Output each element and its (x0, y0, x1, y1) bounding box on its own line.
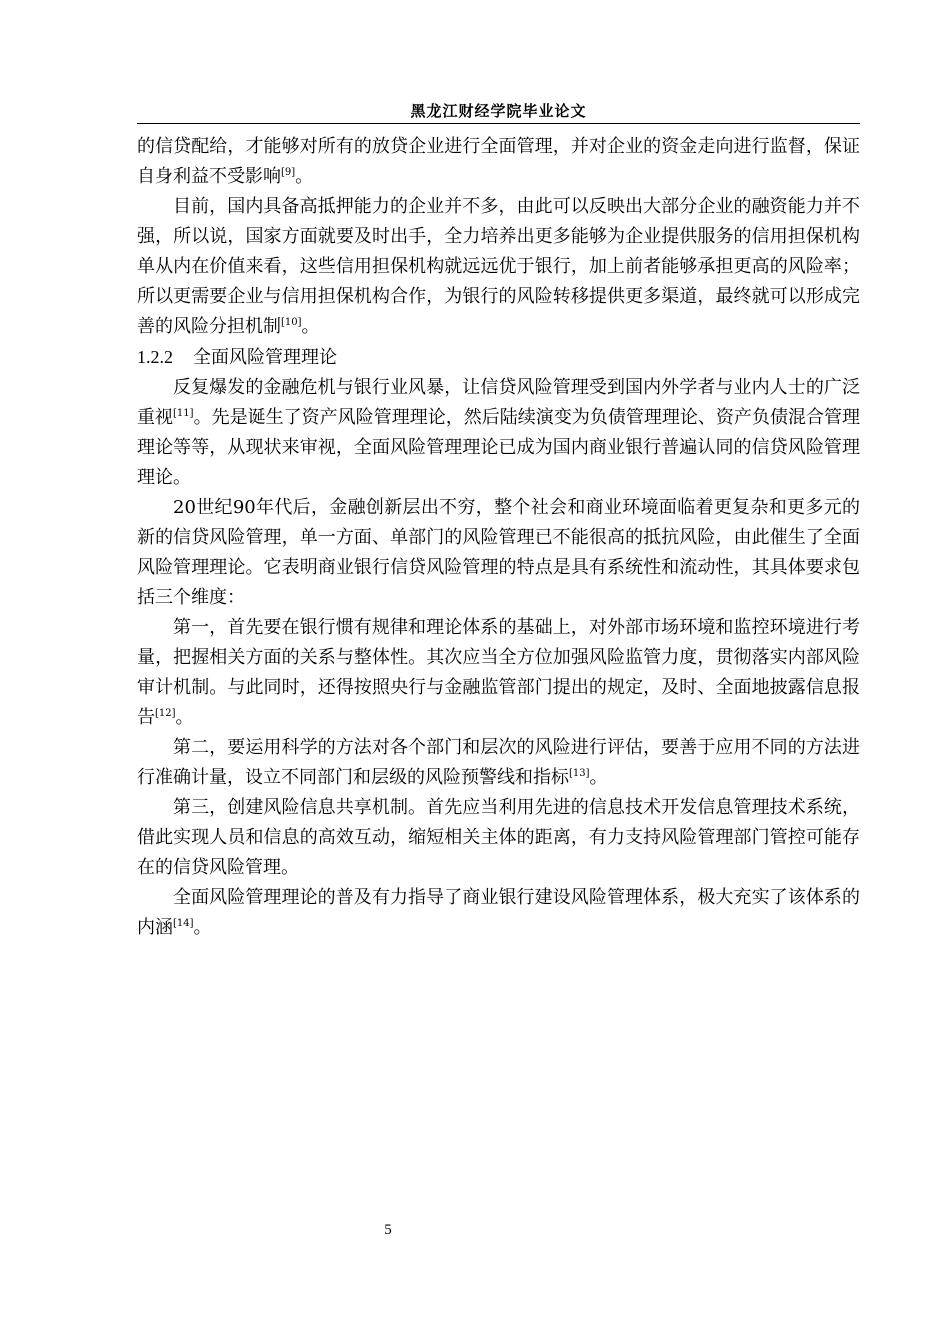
paragraph: 第三，创建风险信息共享机制。首先应当利用先进的信息技术开发信息管理技术系统，借此实现人员和信息的高效互动，缩短相关主体的距离，有力支持风险管理部门管控可能存在的信贷风险管理。 (137, 797, 860, 878)
header-divider (137, 123, 860, 124)
citation: [10] (281, 317, 302, 328)
running-header: 黑龙江财经学院毕业论文 (410, 102, 587, 120)
paragraph: 全面风险管理理论的普及有力指导了商业银行建设风险管理体系，极大充实了该体系的内涵[14]。 (137, 887, 860, 938)
citation: [12] (155, 708, 176, 719)
citation: [9] (281, 167, 296, 178)
paragraph: 的信贷配给，才能够对所有的放贷企业进行全面管理，并对企业的资金走向进行监督，保证自身利益不受影响[9]。 (137, 136, 860, 187)
citation: [11] (173, 408, 194, 419)
paragraph: 第二，要运用科学的方法对各个部门和层次的风险进行评估，要善于应用不同的方法进行准确计量，设立不同部门和层级的风险预警线和指标[13]。 (137, 737, 860, 788)
paragraph: 第一，首先要在银行惯有规律和理论体系的基础上，对外部市场环境和监控环境进行考量，把握相关方面的关系与整体性。其次应当全方位加强风险监管力度，贯彻落实内部风险审计机制。与此同时，还得按照央行与金融监管部门提出的规定，及时、全面地披露信息报告[12]。 (137, 617, 860, 728)
body-content (137, 132, 860, 943)
citation: [14] (173, 918, 194, 929)
paragraph: 目前，国内具备高抵押能力的企业并不多，由此可以反映出大部分企业的融资能力并不强，所以说，国家方面就要及时出手，全力培养出更多能够为企业提供服务的信用担保机构单从内在价值来看，这些信用担保机构就远远优于银行，加上前者能够承担更高的风险率；所以更需要企业与信用担保机构合作，为银行的风险转移提供更多渠道，最终就可以形成完善的风险分担机制[10]。 (137, 196, 860, 337)
page-number: 5 (384, 1222, 392, 1238)
section-heading (137, 342, 860, 373)
paragraph: 20世纪90年代后，金融创新层出不穷，整个社会和商业环境面临着更复杂和更多元的新的信贷风险管理，单一方面、单部门的风险管理已不能很高的抵抗风险，由此催生了全面风险管理理论。它表明商业银行信贷风险管理的特点是具有系统性和流动性，其具体要求包括三个维度： (137, 497, 860, 608)
paragraph: 反复爆发的金融危机与银行业风暴，让信贷风险管理受到国内外学者与业内人士的广泛重视[11]。先是诞生了资产风险管理理论，然后陆续演变为负债管理理论、资产负债混合管理理论等等，从现状来审视，全面风险管理理论已成为国内商业银行普遍认同的信贷风险管理理论。 (137, 377, 861, 488)
citation: [13] (569, 768, 590, 779)
section-title: 全面风险管理理论 (193, 347, 337, 368)
section-number: 1.2.2 (137, 347, 173, 367)
